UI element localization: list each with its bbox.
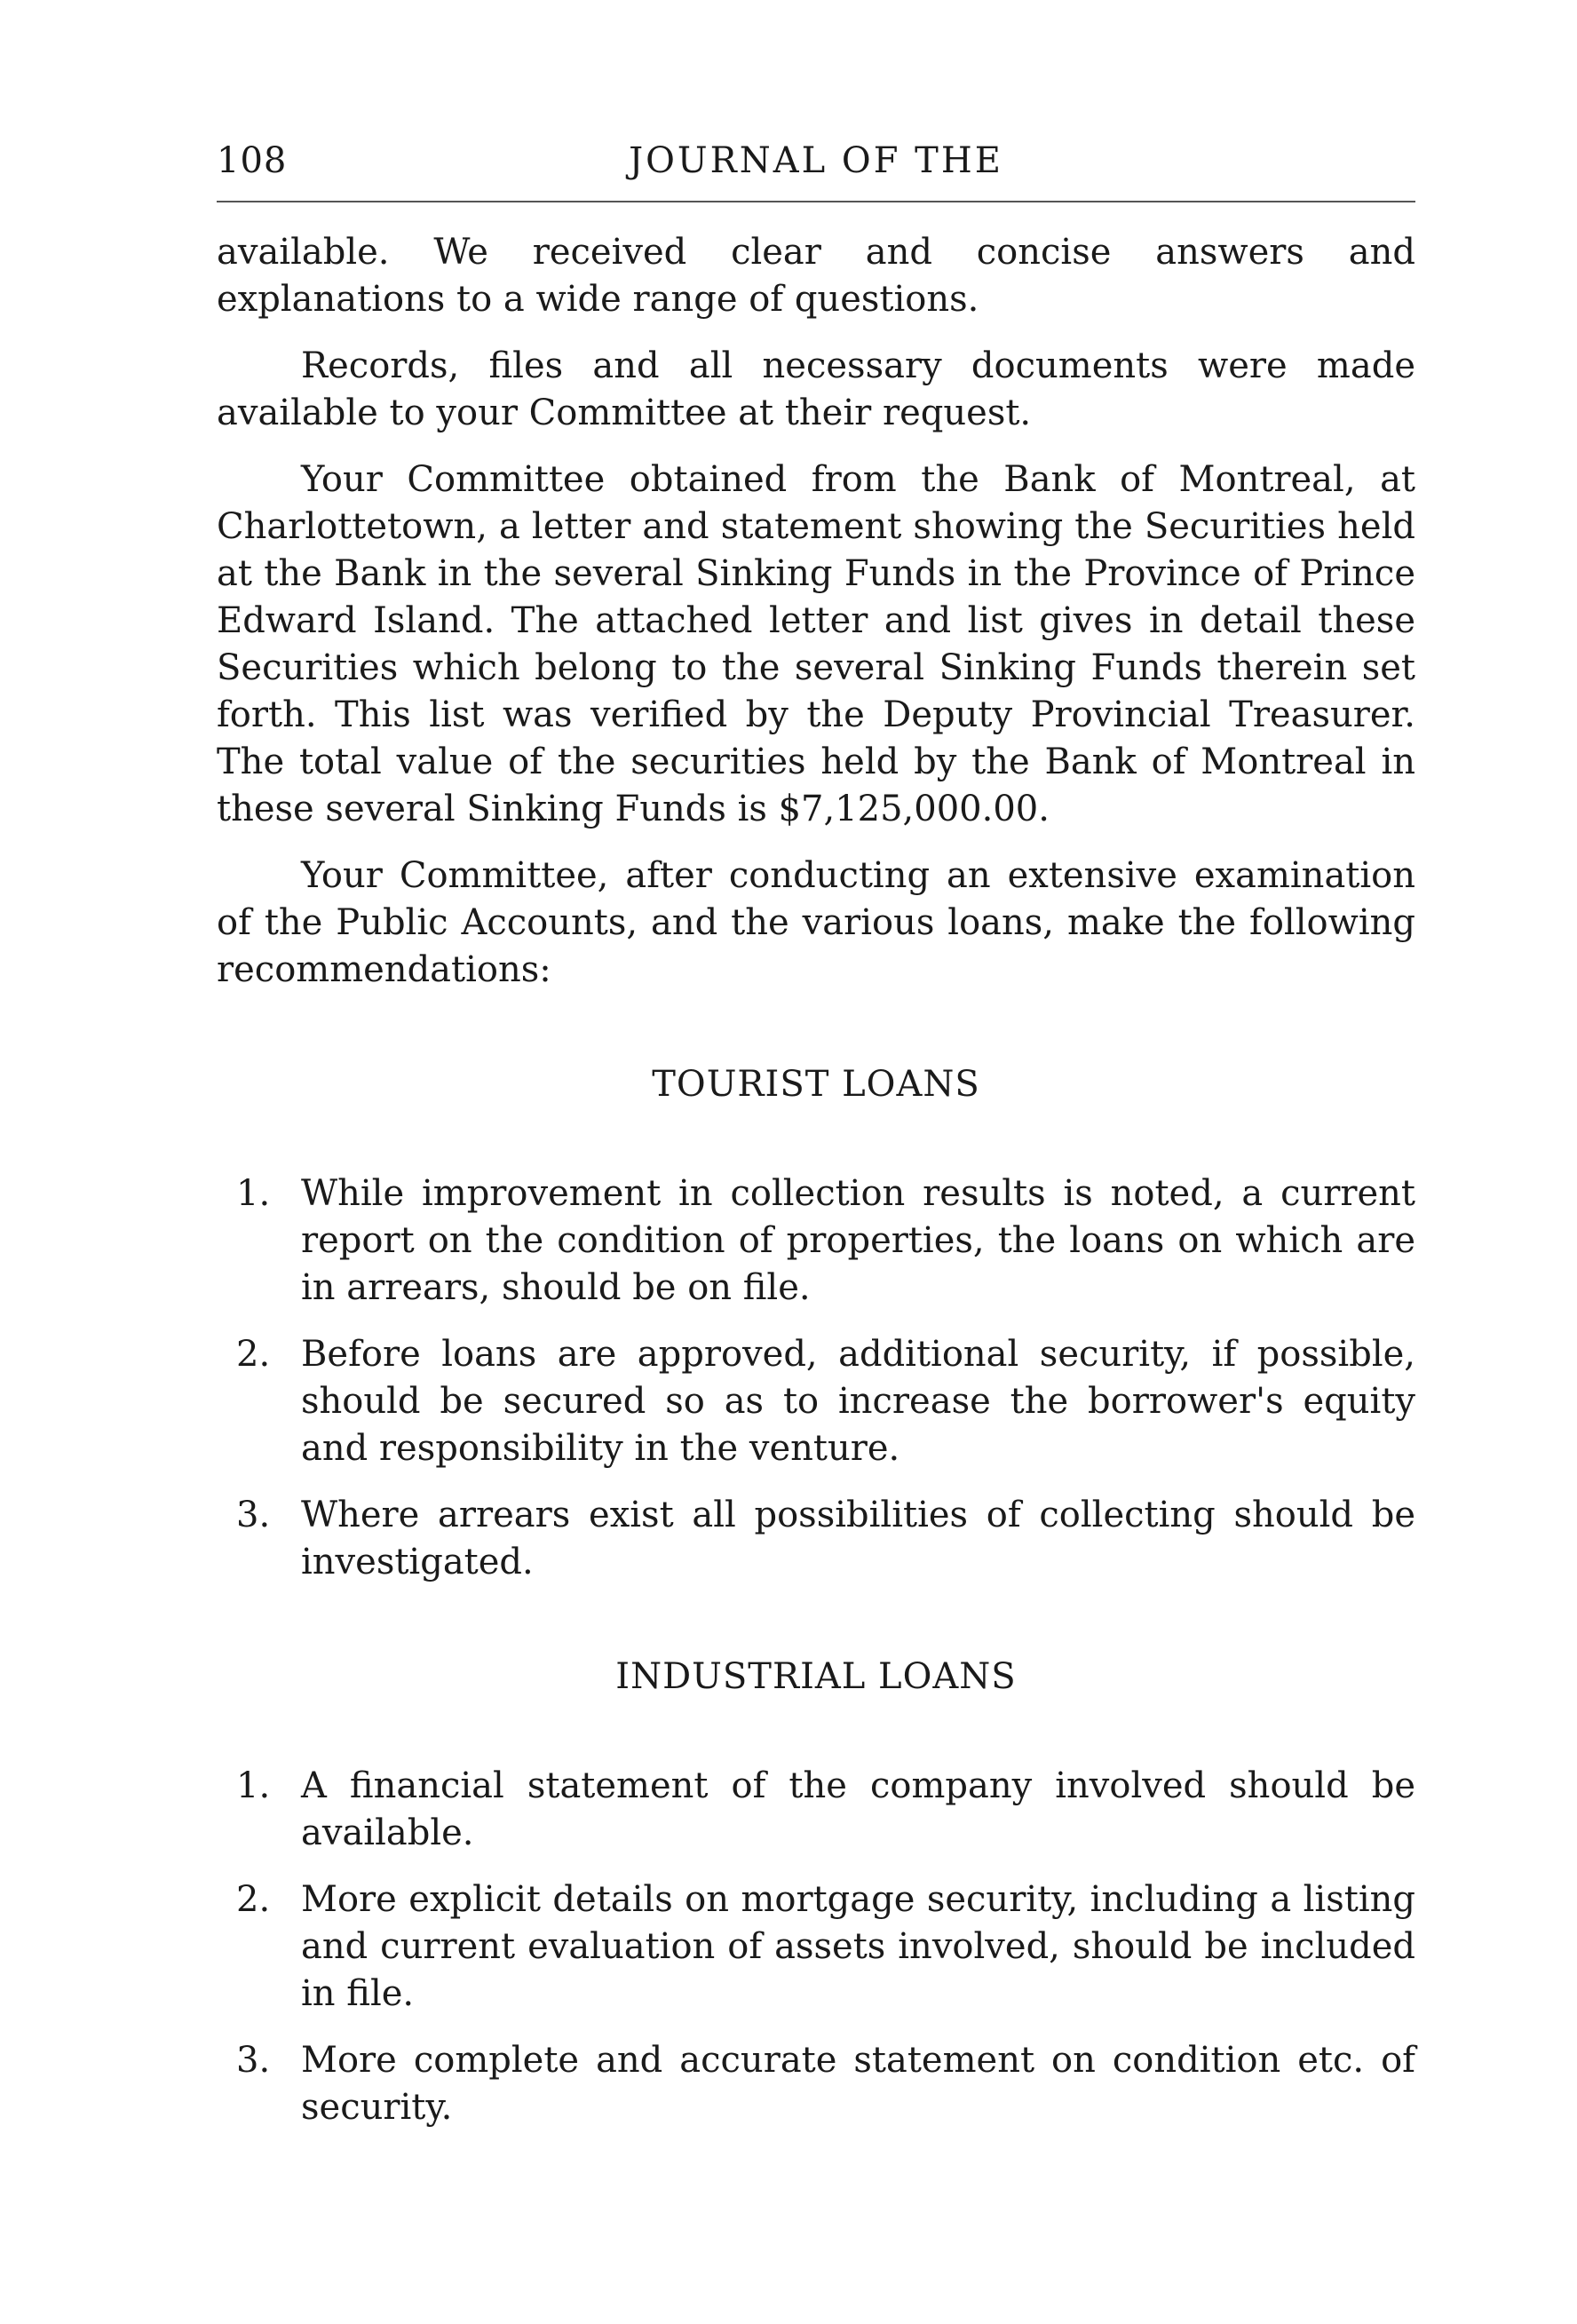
header-rule (217, 201, 1415, 202)
running-head (217, 140, 1415, 202)
list-item (217, 1170, 1415, 1312)
item-number: 3. (236, 1495, 271, 1535)
page-number: 108 (217, 140, 288, 181)
paragraph-continuation: available. We received clear and concise answers and explanations to a wide range of questions. (217, 232, 1415, 320)
journal-title: JOURNAL OF THE (629, 140, 1003, 181)
section-industrial-loans (217, 1654, 1415, 2131)
section-heading: TOURIST LOANS (652, 1064, 980, 1105)
section-tourist-loans (217, 1061, 1415, 1586)
paragraph-records: Records, files and all necessary documents were made available to your Committee at their request. (217, 345, 1415, 433)
item-text: A financial statement of the company involved should be available. (301, 1765, 1415, 1853)
body-text (217, 229, 1415, 2151)
item-text: While improvement in collection results is noted, a current report on the condition of properties, the loans on which are in arrears, should be on file. (301, 1173, 1415, 1308)
list-item (217, 1492, 1415, 1586)
item-number: 1. (236, 1765, 271, 1806)
item-number: 1. (236, 1173, 271, 1214)
paragraph-recommendations-intro: Your Committee, after conducting an extensive examination of the Public Accounts, and the various loans, make the following recommendations: (217, 855, 1415, 990)
item-text: Before loans are approved, additional security, if possible, should be secured so as to increase the borrower's equity and responsibility in the venture. (301, 1334, 1415, 1469)
recommendation-list (217, 1763, 1415, 2131)
item-number: 2. (236, 1334, 271, 1375)
item-number: 2. (236, 1879, 271, 1920)
list-item (217, 1331, 1415, 1472)
paragraph-bank-securities: Your Committee obtained from the Bank of Montreal, at Charlottetown, a letter and statement showing the Securities held at the Bank in the several Sinking Funds in the Province of Prince Edward Island. The attached letter and list gives in detail these Securities which belong to the several Sinking Funds therein set forth. This list was verified by the Deputy Provincial Treasurer. The total value of the securities held by the Bank of Montreal in these several Sinking Funds is $7,125,000.00. (217, 459, 1415, 829)
item-number: 3. (236, 2040, 271, 2081)
item-text: Where arrears exist all possibilities of collecting should be investigated. (301, 1495, 1415, 1582)
item-text: More explicit details on mortgage security, including a listing and current evaluation of assets involved, should be included in file. (301, 1879, 1415, 2014)
section-heading: INDUSTRIAL LOANS (615, 1656, 1017, 1697)
list-item (217, 2037, 1415, 2131)
item-text: More complete and accurate statement on condition etc. of security. (301, 2040, 1415, 2128)
list-item (217, 1763, 1415, 1857)
list-item (217, 1876, 1415, 2018)
recommendation-list (217, 1170, 1415, 1586)
